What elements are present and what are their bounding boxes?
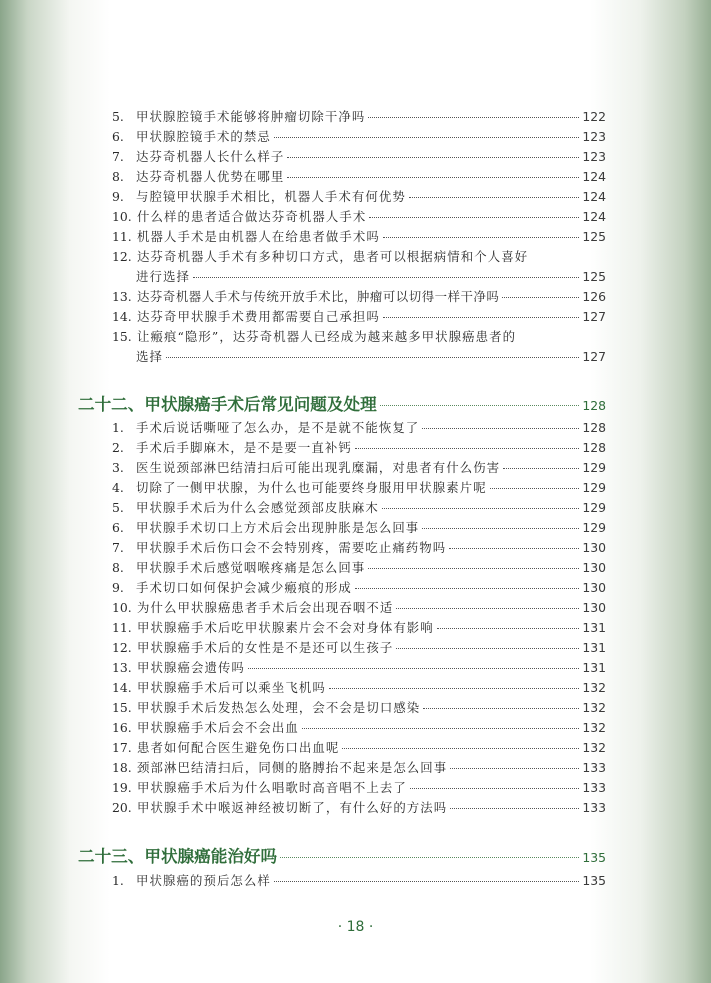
toc-entry[interactable] (112, 419, 606, 437)
entry-number: 9. (112, 189, 124, 204)
entry-title: 甲状腺腔镜手术能够将肿瘤切除干净吗 (136, 109, 366, 124)
leader-dots (355, 588, 579, 589)
entry-number: 7. (112, 149, 124, 164)
leader-dots (368, 568, 579, 569)
entry-title: 达芬奇机器人手术与传统开放手术比，肿瘤可以切得一样干净吗 (137, 289, 500, 304)
entry-title: 甲状腺手术后感觉咽喉疼痛是怎么回事 (136, 560, 366, 575)
entry-page: 133 (582, 780, 606, 795)
entry-number: 17. (112, 740, 132, 755)
entry-page: 132 (582, 700, 606, 715)
entry-title: 甲状腺腔镜手术的禁忌 (136, 129, 271, 144)
entry-page: 125 (582, 229, 606, 244)
toc-entry[interactable] (112, 619, 606, 637)
leader-dots (369, 217, 579, 218)
entry-page: 132 (582, 680, 606, 695)
toc-entry[interactable] (112, 228, 606, 246)
leader-dots (193, 277, 579, 278)
toc-entry[interactable] (112, 288, 606, 306)
leader-dots (422, 428, 579, 429)
entry-title: 甲状腺癌手术后为什么唱歌时高音唱不上去了 (137, 780, 407, 795)
entry-number: 12. (112, 640, 132, 655)
leader-dots (355, 448, 579, 449)
page-number: · 18 · (337, 919, 374, 935)
entry-number: 20. (112, 800, 132, 815)
entry-title: 手术后说话嘶哑了怎么办，是不是就不能恢复了 (136, 420, 420, 435)
entry-page: 130 (582, 600, 606, 615)
leader-dots (383, 317, 580, 318)
leader-dots (503, 468, 579, 469)
toc-entry[interactable] (112, 759, 606, 777)
leader-dots (449, 548, 579, 549)
entry-title: 手术切口如何保护会减少瘢痕的形成 (136, 580, 352, 595)
entry-title: 颈部淋巴结清扫后，同侧的胳膊抬不起来是怎么回事 (137, 760, 448, 775)
toc-entry[interactable] (112, 679, 606, 697)
entry-page: 124 (582, 209, 606, 224)
entry-number: 5. (112, 109, 124, 124)
leader-dots (396, 648, 579, 649)
leader-dots (383, 237, 580, 238)
entry-title: 手术后手脚麻木，是不是要一直补钙 (136, 440, 352, 455)
entry-title: 甲状腺癌的预后怎么样 (136, 873, 271, 888)
toc-entry[interactable] (112, 479, 606, 497)
entry-number: 1. (112, 420, 124, 435)
leader-dots (342, 748, 579, 749)
entry-title-continuation: 选择 (136, 349, 163, 364)
entry-number: 18. (112, 760, 132, 775)
leader-dots (396, 608, 579, 609)
entry-number: 15. (112, 329, 132, 344)
entry-page: 125 (582, 269, 606, 284)
toc-entry-continuation[interactable] (136, 268, 606, 286)
entry-page: 131 (582, 640, 606, 655)
entry-page: 131 (582, 620, 606, 635)
entry-number: 19. (112, 780, 132, 795)
toc-entry[interactable] (112, 519, 606, 537)
toc-entry[interactable] (112, 439, 606, 457)
toc-entry[interactable] (112, 168, 606, 186)
chapter-page: 135 (582, 850, 606, 865)
entry-page: 131 (582, 660, 606, 675)
entry-number: 6. (112, 520, 124, 535)
entry-number: 3. (112, 460, 124, 475)
leader-dots (437, 628, 580, 629)
chapter-title: 二十三、甲状腺癌能治好吗 (78, 846, 278, 866)
entry-number: 15. (112, 700, 132, 715)
leader-dots (302, 728, 579, 729)
entry-title: 达芬奇机器人长什么样子 (136, 149, 285, 164)
entry-page: 132 (582, 720, 606, 735)
entry-page: 127 (582, 309, 606, 324)
toc-entry[interactable] (112, 128, 606, 146)
chapter-heading[interactable] (78, 391, 606, 415)
entry-title: 甲状腺癌会遗传吗 (137, 660, 245, 675)
entry-title-continuation: 进行选择 (136, 269, 190, 284)
entry-title: 达芬奇甲状腺手术费用都需要自己承担吗 (137, 309, 380, 324)
entry-number: 16. (112, 720, 132, 735)
leader-dots (380, 405, 580, 406)
leader-dots (422, 528, 579, 529)
leader-dots (423, 708, 579, 709)
leader-dots (287, 157, 579, 158)
toc-entry[interactable] (112, 248, 606, 266)
toc-entry[interactable] (112, 872, 606, 890)
toc-entry[interactable] (112, 328, 606, 346)
entry-title: 甲状腺手术切口上方术后会出现肿胀是怎么回事 (136, 520, 420, 535)
toc-entry[interactable] (112, 719, 606, 737)
entry-number: 11. (112, 620, 132, 635)
entry-page: 126 (582, 289, 606, 304)
toc-entry[interactable] (112, 208, 606, 226)
entry-title: 甲状腺癌手术后的女性是不是还可以生孩子 (137, 640, 394, 655)
entry-page: 127 (582, 349, 606, 364)
entry-title: 什么样的患者适合做达芬奇机器人手术 (137, 209, 367, 224)
entry-page: 128 (582, 440, 606, 455)
leader-dots (450, 808, 579, 809)
entry-page: 122 (582, 109, 606, 124)
entry-title: 达芬奇机器人优势在哪里 (136, 169, 285, 184)
entry-page: 130 (582, 560, 606, 575)
entry-title: 机器人手术是由机器人在给患者做手术吗 (137, 229, 380, 244)
entry-page: 128 (582, 420, 606, 435)
toc-entry[interactable] (112, 148, 606, 166)
entry-number: 2. (112, 440, 124, 455)
entry-number: 11. (112, 229, 132, 244)
leader-dots (490, 488, 580, 489)
entry-title: 为什么甲状腺癌患者手术后会出现吞咽不适 (137, 600, 394, 615)
entry-title: 甲状腺癌手术后可以乘坐飞机吗 (137, 680, 326, 695)
leader-dots (274, 137, 579, 138)
entry-page: 130 (582, 540, 606, 555)
leader-dots (502, 297, 579, 298)
entry-page: 133 (582, 760, 606, 775)
entry-number: 5. (112, 500, 124, 515)
entry-title: 患者如何配合医生避免伤口出血呢 (137, 740, 340, 755)
leader-dots (450, 768, 579, 769)
entry-number: 10. (112, 209, 132, 224)
entry-number: 1. (112, 873, 124, 888)
leader-dots (410, 788, 580, 789)
entry-number: 14. (112, 680, 132, 695)
entry-page: 132 (582, 740, 606, 755)
toc-entry[interactable] (112, 308, 606, 326)
chapter-page: 128 (582, 398, 606, 413)
leader-dots (248, 668, 579, 669)
toc-entry[interactable] (112, 659, 606, 677)
toc-entry[interactable] (112, 188, 606, 206)
chapter-title: 二十二、甲状腺癌手术后常见问题及处理 (78, 394, 377, 414)
entry-page: 129 (582, 460, 606, 475)
entry-number: 9. (112, 580, 124, 595)
entry-title: 甲状腺手术中喉返神经被切断了，有什么好的方法吗 (137, 800, 448, 815)
entry-title: 甲状腺手术后为什么会感觉颈部皮肤麻木 (136, 500, 379, 515)
entry-number: 4. (112, 480, 124, 495)
entry-number: 13. (112, 660, 132, 675)
leader-dots (368, 117, 579, 118)
toc-entry[interactable] (112, 108, 606, 126)
entry-page: 124 (582, 169, 606, 184)
leader-dots (382, 508, 580, 509)
entry-page: 135 (582, 873, 606, 888)
entry-title: 甲状腺癌手术后吃甲状腺素片会不会对身体有影响 (137, 620, 434, 635)
toc-entry[interactable] (112, 599, 606, 617)
toc-entry[interactable] (112, 499, 606, 517)
entry-page: 129 (582, 520, 606, 535)
entry-number: 8. (112, 169, 124, 184)
entry-page: 129 (582, 500, 606, 515)
leader-dots (409, 197, 580, 198)
entry-number: 7. (112, 540, 124, 555)
toc-entry-continuation[interactable] (136, 348, 606, 366)
toc-entry[interactable] (112, 639, 606, 657)
leader-dots (329, 688, 579, 689)
toc-entry[interactable] (112, 699, 606, 717)
entry-page: 133 (582, 800, 606, 815)
leader-dots (287, 177, 579, 178)
toc-entry[interactable] (112, 559, 606, 577)
entry-number: 14. (112, 309, 132, 324)
entry-title: 医生说颈部淋巴结清扫后可能出现乳糜漏，对患者有什么伤害 (136, 460, 501, 475)
entry-title: 与腔镜甲状腺手术相比，机器人手术有何优势 (136, 189, 406, 204)
entry-page: 123 (582, 149, 606, 164)
entry-title: 甲状腺手术后发热怎么处理，会不会是切口感染 (137, 700, 421, 715)
entry-title: 达芬奇机器人手术有多种切口方式，患者可以根据病情和个人喜好 (137, 249, 529, 264)
toc-entry[interactable] (112, 459, 606, 477)
toc-entry[interactable] (112, 779, 606, 797)
entry-page: 129 (582, 480, 606, 495)
entry-title: 让瘢痕“隐形”，达芬奇机器人已经成为越来越多甲状腺癌患者的 (137, 329, 517, 344)
leader-dots (274, 881, 579, 882)
entry-number: 8. (112, 560, 124, 575)
toc-entry[interactable] (112, 799, 606, 817)
entry-page: 130 (582, 580, 606, 595)
entry-number: 12. (112, 249, 132, 264)
entry-number: 13. (112, 289, 132, 304)
entry-number: 6. (112, 129, 124, 144)
leader-dots (166, 357, 579, 358)
toc-entry[interactable] (112, 579, 606, 597)
chapter-heading[interactable] (78, 843, 606, 867)
entry-title: 甲状腺癌手术后会不会出血 (137, 720, 299, 735)
toc-entry[interactable] (112, 739, 606, 757)
entry-page: 123 (582, 129, 606, 144)
entry-page: 124 (582, 189, 606, 204)
entry-number: 10. (112, 600, 132, 615)
entry-title: 甲状腺手术后伤口会不会特别疼，需要吃止痛药物吗 (136, 540, 447, 555)
entry-title: 切除了一侧甲状腺，为什么也可能要终身服用甲状腺素片呢 (136, 480, 487, 495)
leader-dots (280, 857, 579, 858)
toc-entry[interactable] (112, 539, 606, 557)
